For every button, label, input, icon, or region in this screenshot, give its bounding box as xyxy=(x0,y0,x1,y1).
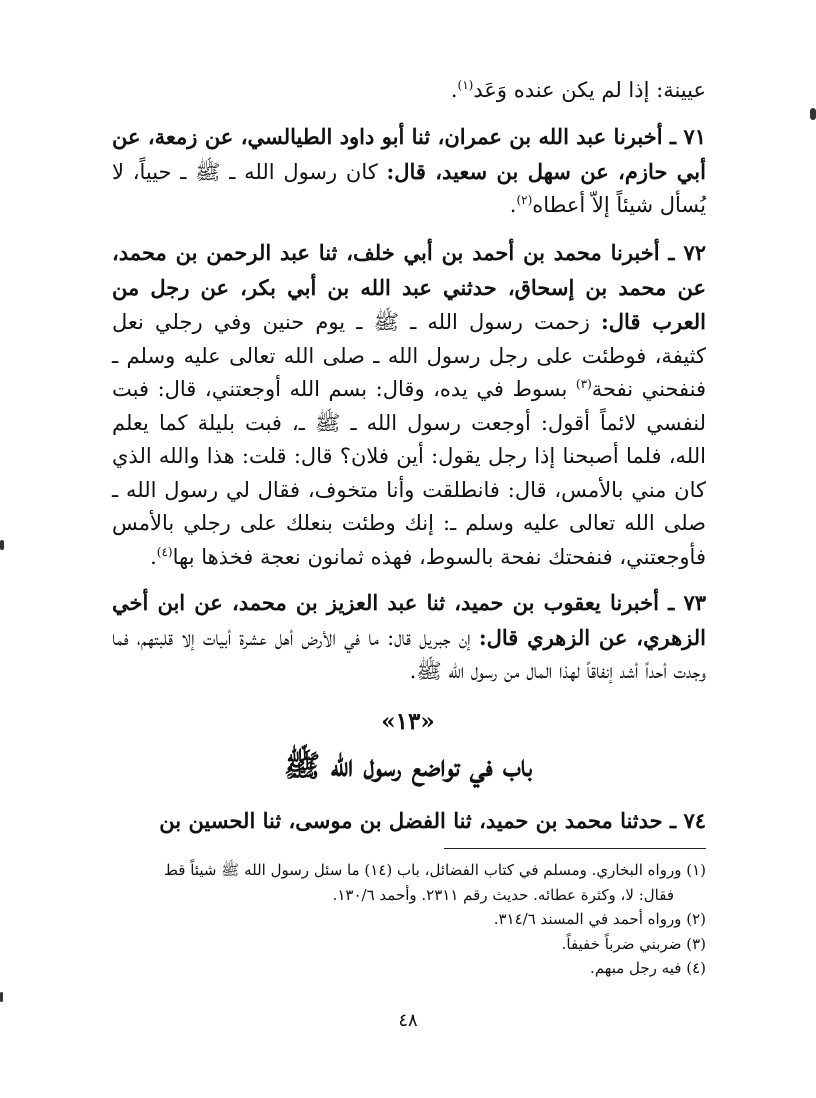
footnote-text: فيه رجل مبهم. xyxy=(590,959,682,977)
hadith-74 xyxy=(112,804,706,838)
footnotes xyxy=(106,858,706,981)
scan-edge-mark xyxy=(0,540,4,550)
footnote-divider xyxy=(444,848,706,849)
footnote-text: ضربني ضرباً خفيفاً. xyxy=(561,934,682,953)
hadith-71-isnad: ٧١ ـ أخبرنا عبد الله بن عمران، ثنا أبو داود الطيالسي، عن زمعة، عن أبي حازم، عن سهل بن سعيد، قال: xyxy=(112,124,706,184)
continuation-text: عيينة: إذا لم يكن عنده وَعَد xyxy=(473,78,706,102)
footnote-text: ورواه أحمد في المسند ٣١٤/٦. xyxy=(493,910,682,928)
footnote-2 xyxy=(106,907,706,932)
hadith-72-matn-2: بسوط في يده، وقال: بسم الله أوجعتني، قال: فبت لنفسي لائماً أقول: أوجعت رسول الله ـ ﷺ ـ، فبت بليلة كما يعلم الله، فلما أصبحنا إذا رجل يقول: أين فلان؟ قال: قلت: هذا والله الذي كان مني بالأمس، قال: فانطلقت وأنا متخوف، فقال لي رسول الله ـ صلى الله تعالى عليه وسلم ـ: إنك وطئت بنعلك على رجلي بالأمس فأوجعتني، فنفحتك نفحة بالسوط، فهذه ثمانون نعجة فخذها بها xyxy=(112,377,706,569)
hadith-74-isnad: ٧٤ ـ حدثنا محمد بن حميد، ثنا الفضل بن موسى، ثنا الحسين بن xyxy=(159,808,706,833)
continuation-end: . xyxy=(450,78,458,102)
hadith-73-matn: إن جبريل قال: ما في الأرض أهل عشرة أبيات إلا قلبتهم، فما وجدت أحداً أشد إنفاقاً لهذا المال من رسول الله ﷺ. xyxy=(112,625,706,683)
hadith-72 xyxy=(112,236,706,574)
footnote-ref-2: (٢) xyxy=(516,193,533,207)
footnote-ref-1: (١) xyxy=(457,78,474,92)
hadith-71-matn: كان رسول الله ـ ﷺ ـ حيياً، لا يُسأل شيئاً إلاّ أعطاه xyxy=(112,159,706,217)
scan-edge-mark xyxy=(0,992,3,1002)
hadith-71 xyxy=(112,120,706,223)
footnote-continuation: فقال: لا، وكثرة عطائه. حديث رقم ٢٣١١. وأحمد ١٣٠/٦. xyxy=(332,885,674,904)
hadith-73-isnad: ٧٣ ـ أخبرنا يعقوب بن حميد، ثنا عبد العزيز بن محمد، عن ابن أخي الزهري، عن الزهري قال: xyxy=(112,590,706,650)
footnote-number: (٢) xyxy=(686,910,706,928)
footnote-number: (٤) xyxy=(686,959,706,977)
footnote-ref-4: (٤) xyxy=(156,544,173,559)
footnote-3 xyxy=(106,932,706,957)
footnote-4 xyxy=(106,956,706,981)
continuation-line xyxy=(112,74,706,108)
page-number: ٤٨ xyxy=(398,1010,418,1031)
chapter-number: «١٣» xyxy=(381,708,435,735)
chapter-title: باب في تواضع رسول الله ﷺ xyxy=(283,749,533,784)
footnote-text: ورواه البخاري. ومسلم في كتاب الفضائل، باب (١٤) ما سئل رسول الله ﷺ شيئاً قط xyxy=(164,861,682,879)
hadith-72-isnad: ٧٢ ـ أخبرنا محمد بن أحمد بن أبي خلف، ثنا عبد الرحمن بن محمد، عن محمد بن إسحاق، حدثني عبد الله بن أبي بكر، عن رجل من العرب قال: xyxy=(112,240,707,334)
hadith-71-end: . xyxy=(509,193,517,217)
footnote-number: (١) xyxy=(686,861,706,879)
footnote-number: (٣) xyxy=(686,934,706,953)
footnote-1 xyxy=(106,858,706,907)
footnote-ref-3: (٣) xyxy=(575,377,592,391)
hadith-72-end: . xyxy=(150,544,157,569)
hadith-73 xyxy=(112,586,706,689)
hadith-72-matn-1: زحمت رسول الله ـ ﷺ ـ يوم حنين وفي رجلي نعل كثيفة، فوطئت على رجل رسول الله ـ صلى الله تعالى عليه وسلم ـ فنفحني نفحة xyxy=(112,310,706,401)
scan-edge-mark xyxy=(810,108,816,120)
